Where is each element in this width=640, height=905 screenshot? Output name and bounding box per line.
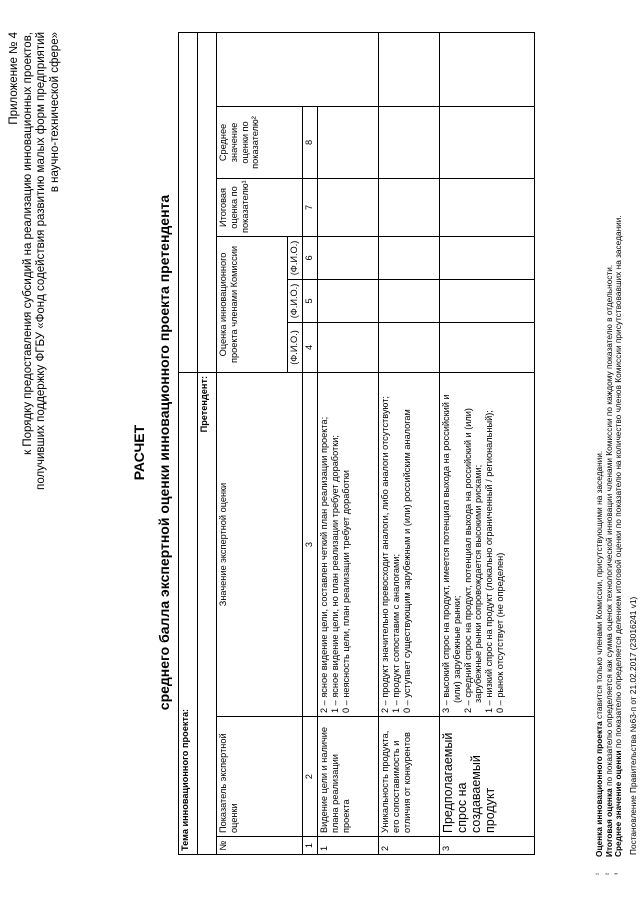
score-cell[interactable] <box>379 236 440 279</box>
footnote-bold: Оценка инновационного проекта <box>594 721 604 857</box>
header-total: Итоговая оценка по показателю¹ <box>217 178 303 236</box>
fio-cell: (Ф.И.О.) <box>288 322 303 372</box>
topic-label: Тема инновационного проекта: <box>179 372 198 854</box>
appendix-line: получивших поддержку ФГБУ «Фонд содействия развитию малых форм предприятий <box>35 32 47 490</box>
row-num: 1 <box>318 837 379 855</box>
option-text: 3 – высокий спрос на продукт, имеется потенциал выхода на российский и (или) зарубежные рынки; <box>441 394 462 713</box>
fio-cell: (Ф.И.О.) <box>288 279 303 322</box>
row-options <box>440 372 535 716</box>
column-number: 4 <box>303 322 318 372</box>
total-cell[interactable] <box>379 178 440 236</box>
column-number: 2 <box>303 717 318 837</box>
header-commission: Оценка инновационного проекта членами Комиссии <box>217 236 288 372</box>
column-number: 8 <box>303 106 318 178</box>
topic-row <box>179 32 198 854</box>
footnotes <box>595 15 624 875</box>
column-number: 5 <box>303 279 318 322</box>
footnote-text: ставится только членами Комиссии, присутствующими на заседании. <box>594 450 604 722</box>
document-footer: Постановление Правительства №63-п от 21.02.2017 (23016241 v1) <box>628 596 638 855</box>
score-cell[interactable] <box>318 322 379 372</box>
table-row <box>379 32 440 854</box>
appendix-line: к Порядку предоставления субсидий на реализацию инновационных проектов, <box>21 32 34 455</box>
footnote-mark: ³ <box>615 873 622 875</box>
option-text: 2 – продукт значительно превосходит аналоги, либо аналоги отсутствуют; <box>380 396 390 713</box>
total-cell[interactable] <box>440 178 535 236</box>
row-options <box>379 372 440 716</box>
average-cell[interactable] <box>318 106 379 178</box>
evaluation-table <box>178 32 535 855</box>
score-cell[interactable] <box>379 279 440 322</box>
option-text: 0 – рынок отсутствует (не определен) <box>494 552 505 713</box>
header-num: № <box>217 837 303 855</box>
column-number-row <box>303 32 318 854</box>
header-value: Значение экспертной оценки <box>217 372 303 716</box>
header-row <box>217 32 288 854</box>
option-text: 2 – средний спрос на продукт, потенциал выхода на российский и (или) зарубежные рынки сопровождается высокими рисками; <box>462 408 484 713</box>
topic-value[interactable] <box>179 32 198 372</box>
score-cell[interactable] <box>440 322 535 372</box>
applicant-value[interactable] <box>198 32 217 372</box>
table-row <box>440 32 535 854</box>
option-text: 1 – ясное видение цели, но план реализации требует доработки; <box>329 435 340 713</box>
row-indicator: Уникальность продукта, его сопоставимость и отличия от конкурентов <box>379 717 440 837</box>
footnote-text: по показателю определяется как сумма оценок технологической инновации членами Комиссии по каждому показателю в отдельности. <box>603 264 614 789</box>
average-cell[interactable] <box>440 106 535 178</box>
option-text: 0 – уступает существующим зарубежным и (или) российским аналогам <box>401 409 412 713</box>
blank-cell <box>379 32 440 106</box>
applicant-label: Претендент: <box>198 372 217 854</box>
row-indicator: Видение цели и наличие плана реализации проекта <box>318 717 379 837</box>
blank-column <box>217 32 379 106</box>
appendix-line: Приложение № 4 <box>8 32 20 125</box>
option-text: 0 – неясность цели, план реализации требует доработки <box>340 470 351 713</box>
footnote-bold: Среднее значение оценки <box>613 750 624 857</box>
average-cell[interactable] <box>379 106 440 178</box>
footnote <box>614 15 624 875</box>
score-cell[interactable] <box>379 322 440 372</box>
document-title: РАСЧЕТ <box>131 424 147 481</box>
footnote-mark: ¹ <box>596 873 602 875</box>
header-average: Среднее значение оценки по показателю² <box>217 106 303 178</box>
table-row <box>318 32 379 854</box>
footnote-bold: Итоговая оценка <box>603 788 614 857</box>
row-num: 2 <box>379 837 440 855</box>
column-number: 7 <box>303 178 318 236</box>
column-number: 3 <box>303 372 318 716</box>
row-options <box>318 372 379 716</box>
row-indicator: Предполагаемый спрос на создаваемый продукт <box>440 717 535 837</box>
total-cell[interactable] <box>318 178 379 236</box>
applicant-row <box>198 32 217 854</box>
appendix-line: в научно-технической сфере» <box>48 32 61 193</box>
document-subtitle: среднего балла экспертной оценки инновационного проекта претендента <box>156 194 172 711</box>
option-text: 2 – ясное видение цели, составлен четкий план реализации проекта; <box>319 416 329 713</box>
option-text: 1 – низкий спрос на продукт (локально ограниченный / региональный); <box>484 410 495 713</box>
column-number: 6 <box>303 236 318 279</box>
option-text: 1 – продукт сопоставим с аналогами; <box>390 553 401 713</box>
header-indicator: Показатель экспертной оценки <box>217 717 303 837</box>
score-cell[interactable] <box>318 279 379 322</box>
appendix-header <box>8 32 62 552</box>
score-cell[interactable] <box>440 236 535 279</box>
footnote-text: по показателю определяется делением итоговой оценки по показателю на количество членов Комиссии присутствовавших на заседании. <box>613 215 624 751</box>
row-num: 3 <box>440 837 535 855</box>
score-cell[interactable] <box>440 279 535 322</box>
fio-cell: (Ф.И.О.) <box>288 236 303 279</box>
score-cell[interactable] <box>318 236 379 279</box>
column-number: 1 <box>303 837 318 855</box>
footnote-mark: ² <box>605 873 612 875</box>
blank-cell <box>440 32 535 106</box>
